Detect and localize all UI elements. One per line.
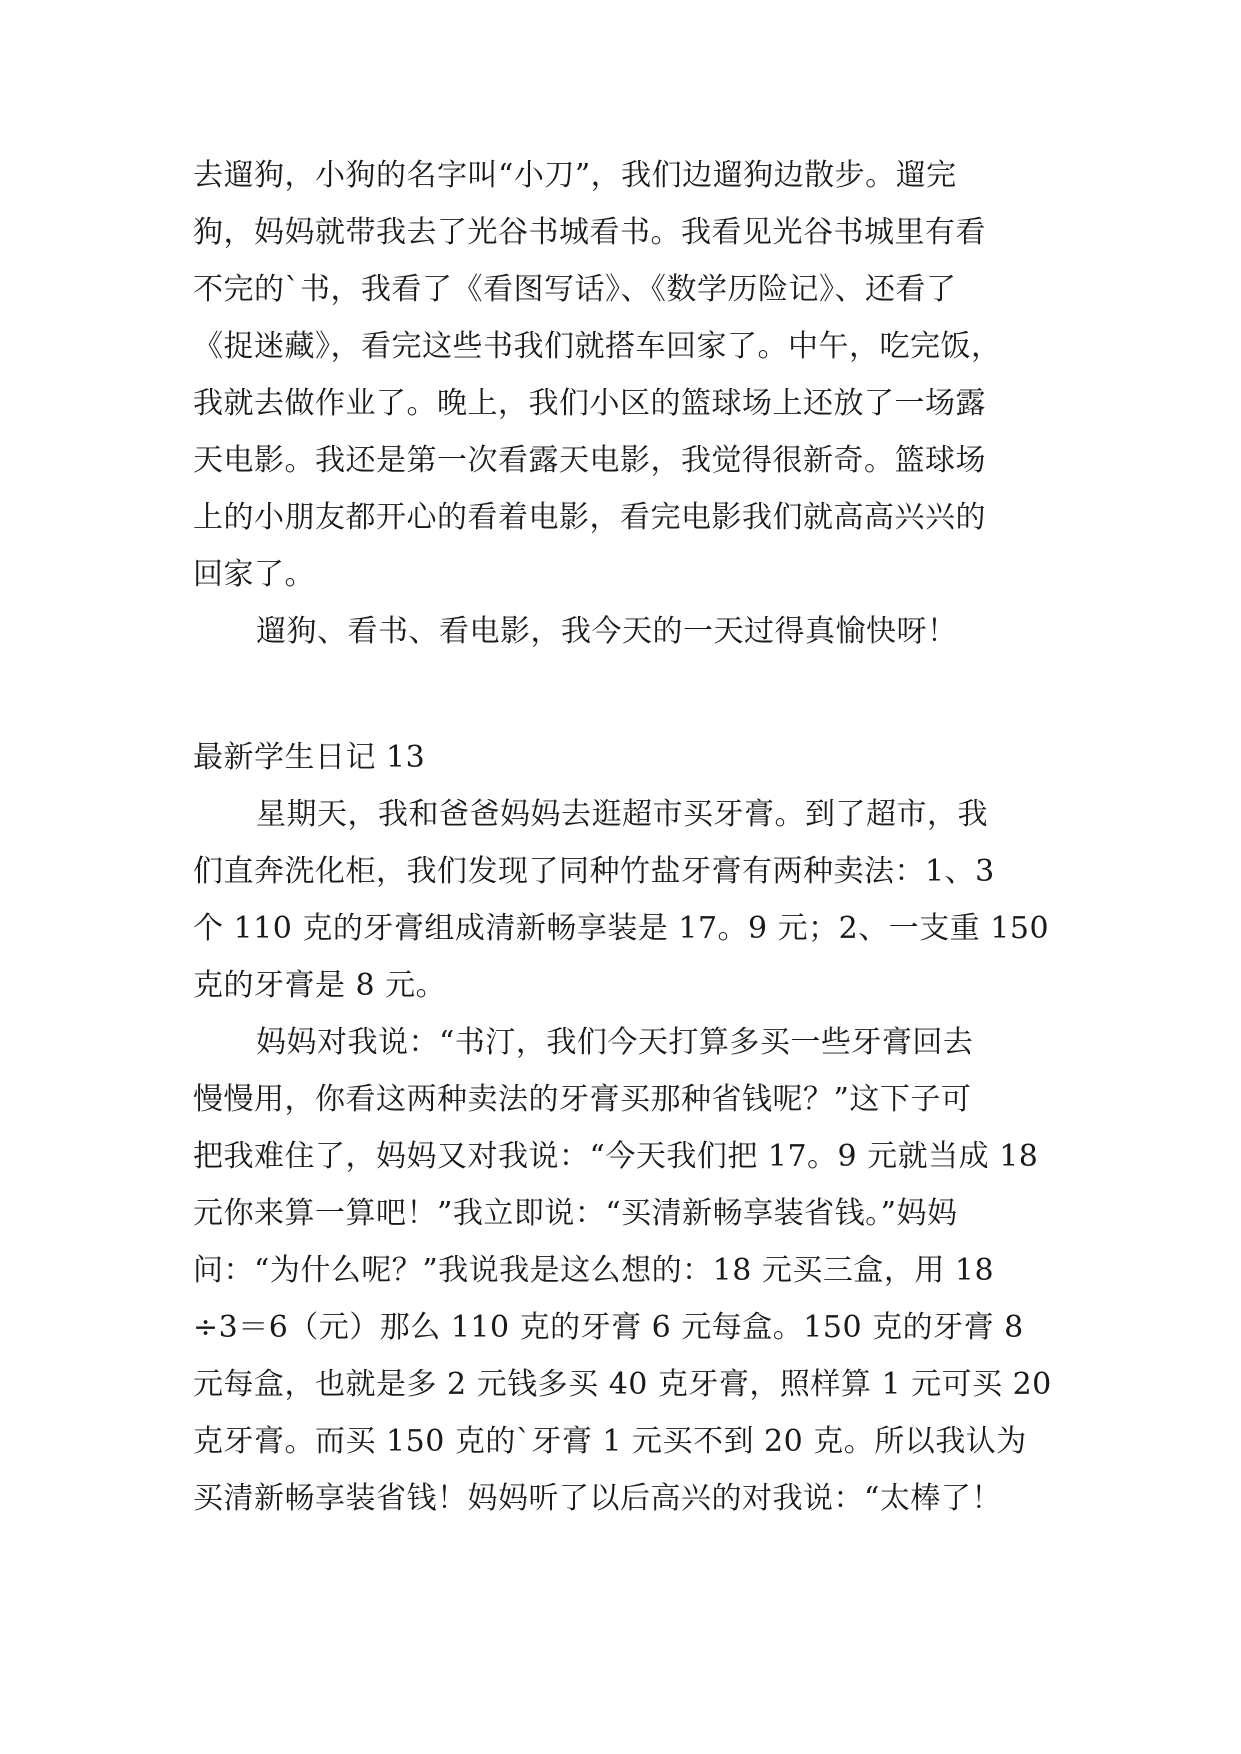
paragraph-line: 回家了。 <box>193 557 315 592</box>
paragraph-line: 我就去做作业了。晚上，我们小区的篮球场上还放了一场露 <box>193 386 986 421</box>
section-title: 最新学生日记 13 <box>193 740 426 775</box>
paragraph-line: 个 110 克的牙膏组成清新畅享装是 17。9 元；2、一支重 150 <box>193 911 1050 946</box>
paragraph-line: 慢慢用，你看这两种卖法的牙膏买那种省钱呢？”这下子可 <box>193 1082 972 1117</box>
paragraph-line: 妈妈对我说：“书汀，我们今天打算多买一些牙膏回去 <box>256 1025 974 1060</box>
paragraph-line: 把我难住了，妈妈又对我说：“今天我们把 17。9 元就当成 18 <box>193 1139 1039 1174</box>
paragraph-line: 狗，妈妈就带我去了光谷书城看书。我看见光谷书城里有看 <box>193 215 986 250</box>
paragraph-line: 星期天，我和爸爸妈妈去逛超市买牙膏。到了超市，我 <box>256 797 988 832</box>
paragraph-line: 克牙膏。而买 150 克的`牙膏 1 元买不到 20 克。所以我认为 <box>193 1424 1027 1459</box>
paragraph-line: ÷3＝6（元）那么 110 克的牙膏 6 元每盒。150 克的牙膏 8 <box>193 1310 1024 1345</box>
paragraph-line: 们直奔洗化柜，我们发现了同种竹盐牙膏有两种卖法：1、3 <box>193 854 995 889</box>
paragraph-line: 上的小朋友都开心的看着电影，看完电影我们就高高兴兴的 <box>193 500 986 535</box>
paragraph-line: 元每盒，也就是多 2 元钱多买 40 克牙膏，照样算 1 元可买 20 <box>193 1367 1052 1402</box>
paragraph-line: 元你来算一算吧！”我立即说：“买清新畅享装省钱。”妈妈 <box>193 1196 958 1231</box>
paragraph-line: 买清新畅享装省钱！妈妈听了以后高兴的对我说：“太棒了！ <box>193 1481 1002 1516</box>
paragraph-line: 天电影。我还是第一次看露天电影，我觉得很新奇。篮球场 <box>193 443 986 478</box>
paragraph-line: 不完的`书，我看了《看图写话》、《数学历险记》、还看了 <box>193 272 957 307</box>
paragraph-line: 问：“为什么呢？”我说我是这么想的：18 元买三盒，用 18 <box>193 1253 995 1288</box>
paragraph-line: 去遛狗，小狗的名字叫“小刀”，我们边遛狗边散步。遛完 <box>193 158 957 193</box>
paragraph-line: 遛狗、看书、看电影，我今天的一天过得真愉快呀！ <box>256 614 958 649</box>
paragraph-line: 克的牙膏是 8 元。 <box>193 968 447 1003</box>
paragraph-line: 《捉迷藏》，看完这些书我们就搭车回家了。中午，吃完饭， <box>193 329 1002 364</box>
